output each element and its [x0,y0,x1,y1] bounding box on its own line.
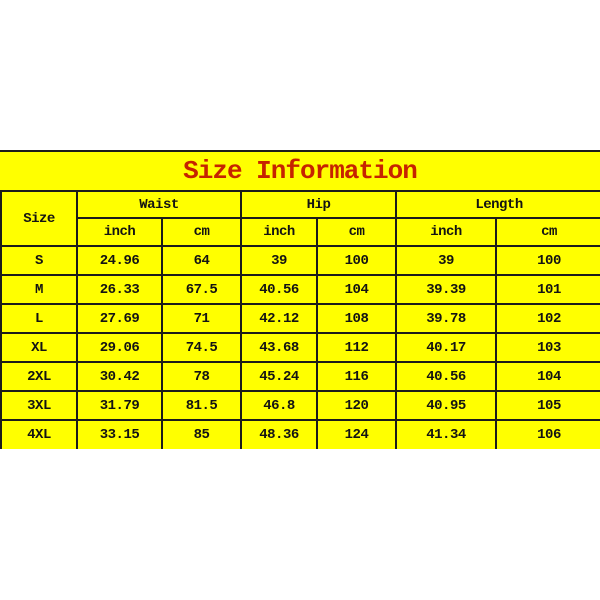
cell-value: 64 [162,246,241,275]
cell-value: 43.68 [241,333,317,362]
unit-header-row [1,218,600,246]
unit-header-hip-cm: cm [317,218,396,246]
unit-header-length-cm: cm [496,218,600,246]
group-header-length: Length [396,191,600,218]
cell-value: 30.42 [77,362,162,391]
cell-value: 103 [496,333,600,362]
cell-value: 74.5 [162,333,241,362]
cell-value: 108 [317,304,396,333]
cell-value: 81.5 [162,391,241,420]
cell-value: 26.33 [77,275,162,304]
cell-value: 112 [317,333,396,362]
cell-value: 67.5 [162,275,241,304]
group-header-hip: Hip [241,191,396,218]
cell-value: 104 [496,362,600,391]
row-label: S [1,246,77,275]
unit-header-hip-inch: inch [241,218,317,246]
cell-value: 40.95 [396,391,496,420]
row-label: 4XL [1,420,77,449]
cell-value: 124 [317,420,396,449]
cell-value: 42.12 [241,304,317,333]
cell-value: 100 [317,246,396,275]
group-header-waist: Waist [77,191,241,218]
cell-value: 104 [317,275,396,304]
cell-value: 39.78 [396,304,496,333]
cell-value: 78 [162,362,241,391]
size-column-header: Size [1,191,77,246]
table-row-xl [1,333,600,362]
cell-value: 46.8 [241,391,317,420]
cell-value: 106 [496,420,600,449]
table-row-2xl [1,362,600,391]
table-row-m [1,275,600,304]
cell-value: 39 [241,246,317,275]
table-row-3xl [1,391,600,420]
cell-value: 29.06 [77,333,162,362]
cell-value: 85 [162,420,241,449]
unit-header-length-inch: inch [396,218,496,246]
cell-value: 102 [496,304,600,333]
cell-value: 39.39 [396,275,496,304]
table-row-s [1,246,600,275]
cell-value: 101 [496,275,600,304]
row-label: L [1,304,77,333]
cell-value: 48.36 [241,420,317,449]
cell-value: 100 [496,246,600,275]
table-row-4xl [1,420,600,449]
row-label: 3XL [1,391,77,420]
unit-header-waist-inch: inch [77,218,162,246]
cell-value: 39 [396,246,496,275]
cell-value: 40.17 [396,333,496,362]
table-row-l [1,304,600,333]
row-label: M [1,275,77,304]
cell-value: 31.79 [77,391,162,420]
group-header-row [1,191,600,218]
row-label: XL [1,333,77,362]
cell-value: 24.96 [77,246,162,275]
cell-value: 116 [317,362,396,391]
size-table [0,190,600,449]
cell-value: 45.24 [241,362,317,391]
cell-value: 33.15 [77,420,162,449]
cell-value: 71 [162,304,241,333]
cell-value: 120 [317,391,396,420]
cell-value: 105 [496,391,600,420]
chart-title: Size Information [0,150,600,190]
unit-header-waist-cm: cm [162,218,241,246]
cell-value: 40.56 [396,362,496,391]
cell-value: 41.34 [396,420,496,449]
cell-value: 40.56 [241,275,317,304]
size-chart [0,150,600,449]
row-label: 2XL [1,362,77,391]
cell-value: 27.69 [77,304,162,333]
